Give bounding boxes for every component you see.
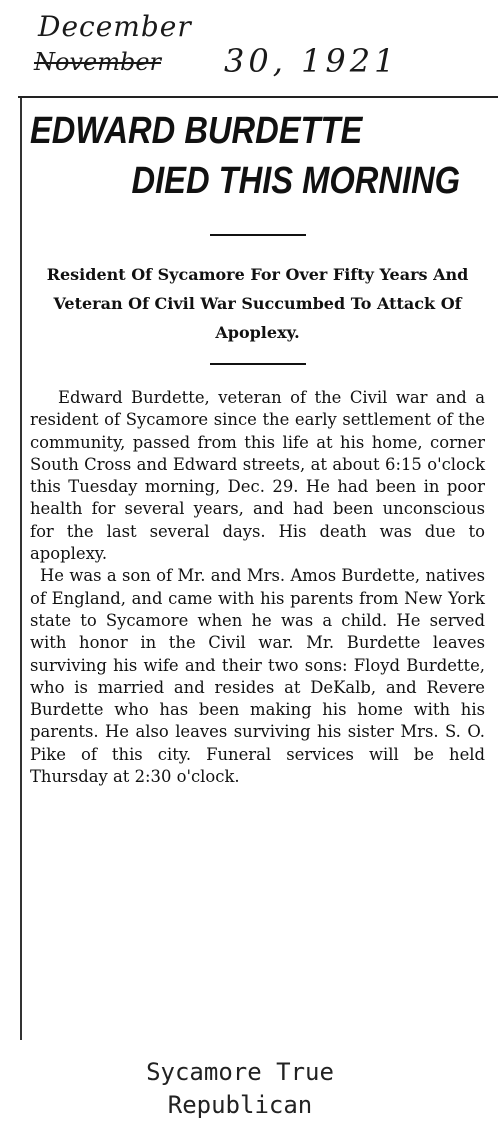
day-year: 30, 1921 (224, 42, 399, 80)
month-handwritten: December (38, 10, 192, 43)
headline-line-2: DIED THIS MORNING (131, 160, 461, 202)
headline-line-1: EDWARD BURDETTE (30, 110, 363, 152)
handwritten-dateline (34, 6, 494, 86)
article-body (30, 387, 485, 788)
source-line-2: Republican (167, 1091, 313, 1119)
source-attribution (70, 1056, 410, 1122)
month-struck-through: November (34, 48, 162, 76)
divider-rule (210, 234, 306, 236)
headline (30, 106, 484, 206)
subheadline-deck: Resident Of Sycamore For Over Fifty Years And Veteran Of Civil War Succumbed To Attack Of Apoplexy. (46, 265, 469, 342)
newspaper-clipping (30, 106, 485, 788)
clipping-top-border (18, 96, 498, 98)
paragraph: He was a son of Mr. and Mrs. Amos Burdette, natives of England, and came with his parents from New York state to Sycamore when he was a child. He served with honor in the Civil war. Mr. Burdette leaves surviving his wife and their two sons: Floyd Burdette, who is married and resides at DeKalb, and Revere Burdette who has been making his home with his parents. He also leaves surviving his sister Mrs. S. O. Pike of this city. Funeral services will be held Thursday at 2:30 o'clock. (30, 566, 485, 787)
paragraph: Edward Burdette, veteran of the Civil war and a resident of Sycamore since the early settlement of the community, passed from this life at his home, corner South Cross and Edward streets, at about 6:15 o'clock this Tuesday morning, Dec. 29. He had been in poor health for several years, and had been unconscious for the last several days. His death was due to apoplexy. (30, 388, 485, 564)
divider-rule (210, 363, 306, 365)
source-line-1: Sycamore True (146, 1058, 334, 1086)
clipping-left-border (20, 98, 22, 1040)
